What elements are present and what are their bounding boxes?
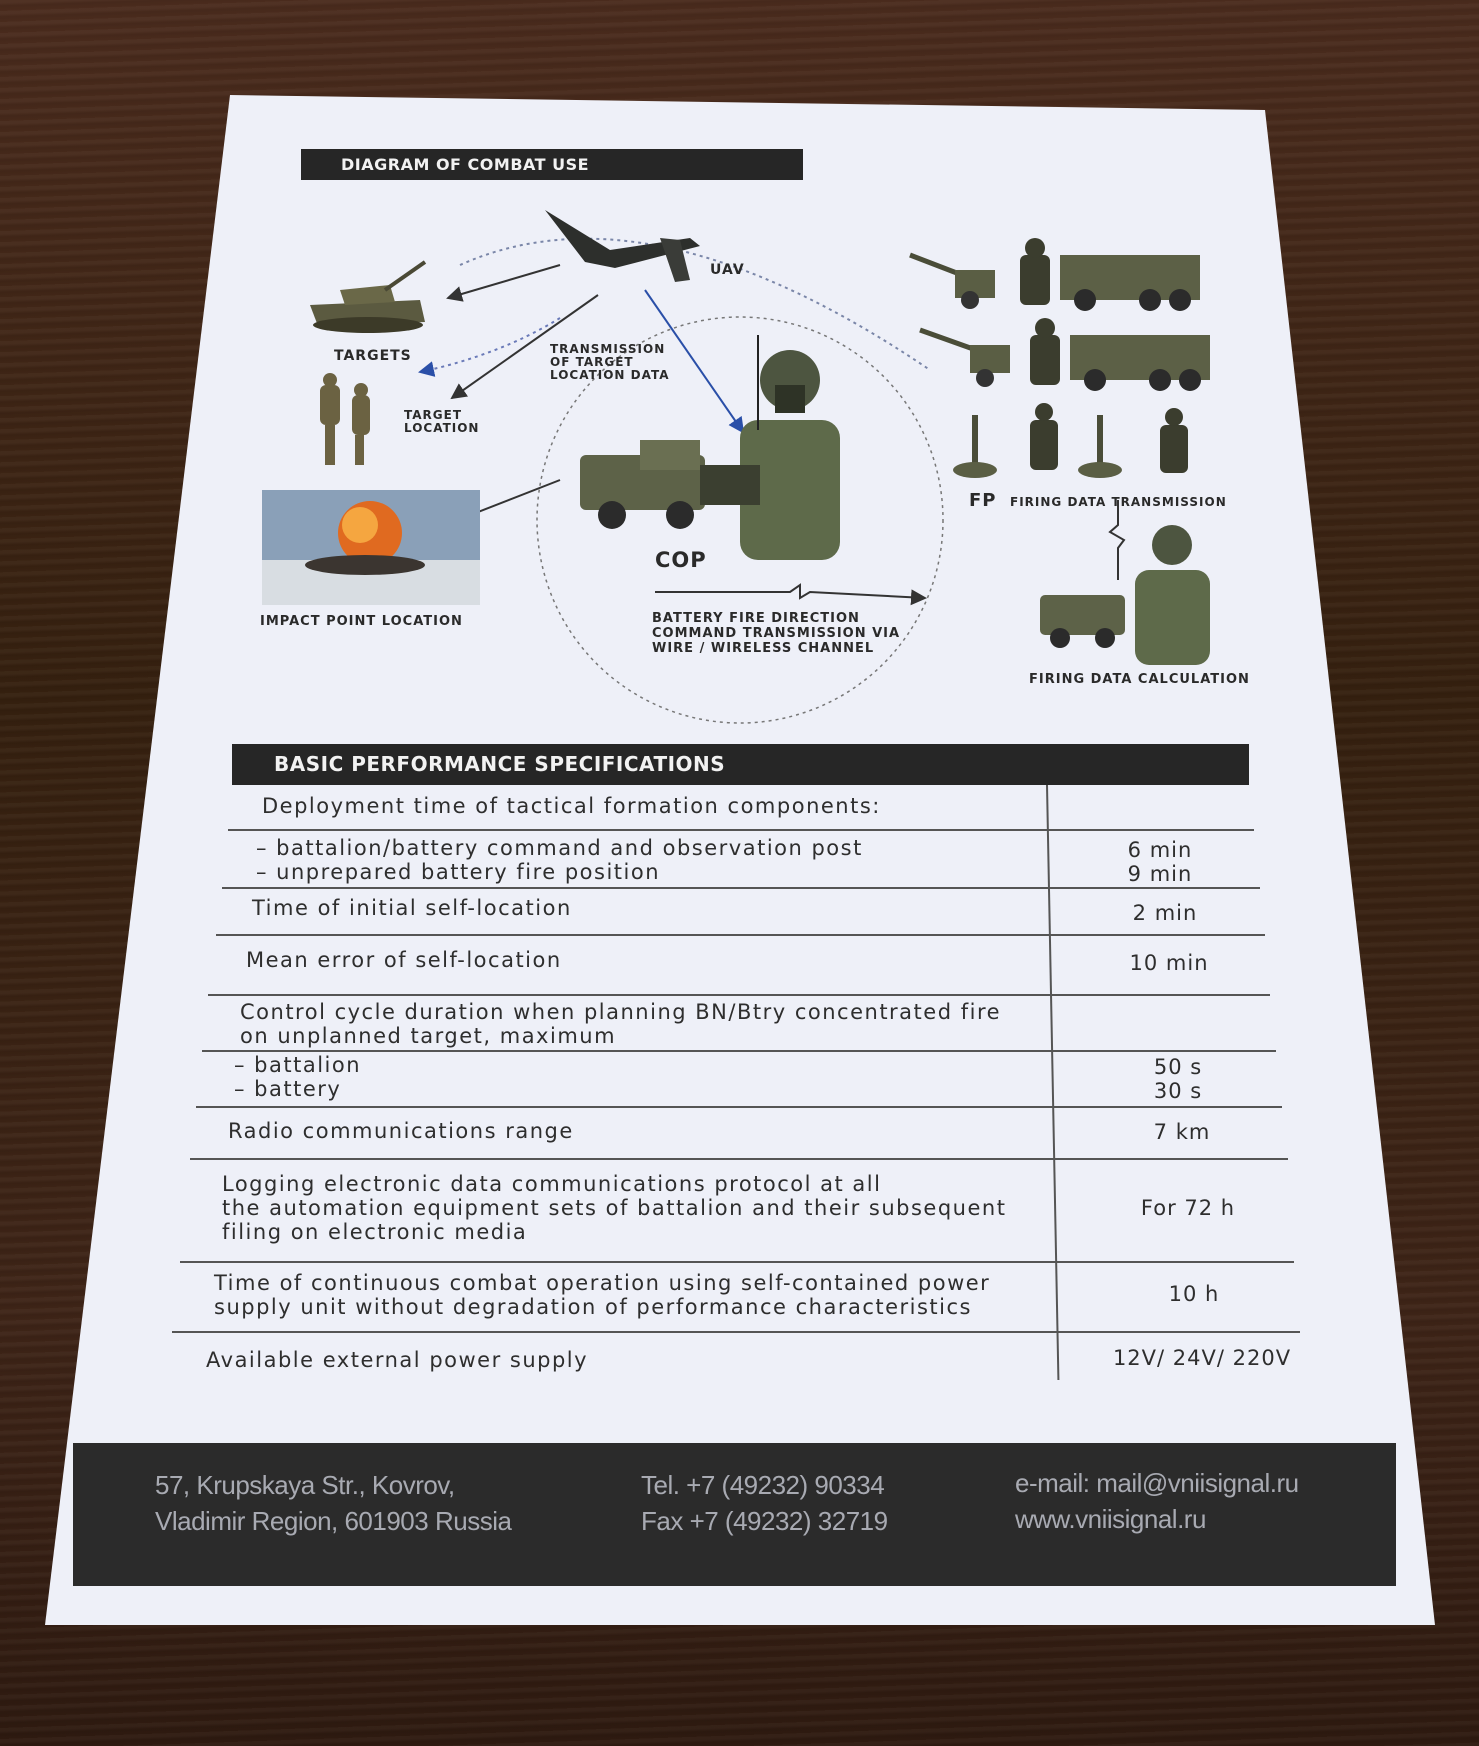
contact-footer	[73, 1443, 1396, 1586]
row-divider	[172, 1331, 1300, 1333]
spec-row-logging: Logging electronic data communications protocol at all the automation equipment sets of battalion and their subsequent filing on electronic media	[222, 1172, 1007, 1244]
row-divider	[222, 887, 1260, 889]
spec-row-control-cycle: Control cycle duration when planning BN/Btry concentrated fire on unplanned target, maximum	[240, 1000, 1002, 1048]
spec-value-radio-range: 7 km	[1153, 1120, 1211, 1144]
battery-fire-label: BATTERY FIRE DIRECTION COMMAND TRANSMISSION VIA WIRE / WIRELESS CHANNEL	[652, 611, 901, 656]
fp-label: FP	[969, 490, 997, 511]
uav-icon	[545, 210, 700, 282]
footer-phone: Tel. +7 (49232) 90334 Fax +7 (49232) 32719	[641, 1470, 888, 1536]
spec-value-continuous-operation: 10 h	[1168, 1282, 1220, 1306]
row-divider	[196, 1106, 1282, 1108]
firing-transmission-label: FIRING DATA TRANSMISSION	[1010, 495, 1227, 509]
row-divider	[208, 994, 1270, 996]
row-divider	[216, 934, 1265, 936]
footer-address: 57, Krupskaya Str., Kovrov, Vladimir Region, 601903 Russia	[155, 1470, 512, 1536]
spec-value-initial-self-location: 2 min	[1132, 901, 1198, 925]
row-divider	[190, 1158, 1288, 1160]
mortar-row	[953, 403, 1188, 478]
spec-row-continuous-operation: Time of continuous combat operation using self-contained power supply unit without degradation of performance characteristics	[214, 1271, 991, 1319]
fdc-vehicle-icon	[1040, 525, 1210, 665]
enemy-soldiers-icon	[320, 373, 370, 465]
arrow-uav-to-targets	[448, 265, 560, 298]
uav-label: UAV	[710, 262, 745, 278]
spec-value-logging: For 72 h	[1140, 1196, 1236, 1220]
spec-row-mean-error: Mean error of self-location	[246, 948, 562, 972]
firing-calc-label: FIRING DATA CALCULATION	[1029, 672, 1250, 687]
specs-header: BASIC PERFORMANCE SPECIFICATIONS	[232, 744, 1249, 785]
artillery-row-1	[910, 238, 1200, 311]
dotted-arc-left	[420, 318, 560, 372]
tank-icon	[310, 262, 425, 333]
transmission-label: TRANSMISSION OF TARGET LOCATION DATA	[550, 342, 670, 382]
cop-soldier-icon	[700, 335, 840, 560]
targets-label: TARGETS	[334, 348, 412, 364]
spec-row-external-power: Available external power supply	[206, 1348, 589, 1372]
spec-row-radio-range: Radio communications range	[228, 1119, 574, 1143]
spec-value-deployment: 6 min 9 min	[1127, 838, 1193, 886]
spec-value-mean-error: 10 min	[1129, 951, 1209, 975]
row-divider	[202, 1050, 1276, 1052]
impact-label: IMPACT POINT LOCATION	[260, 614, 463, 629]
spec-value-external-power: 12V/ 24V/ 220V	[1112, 1346, 1292, 1370]
spec-row-deployment: Deployment time of tactical formation components:	[262, 794, 881, 818]
spec-row-control-cycle-sub: – battalion – battery	[234, 1053, 362, 1101]
impact-photo	[262, 490, 480, 605]
target-location-label: TARGET LOCATION	[404, 408, 480, 435]
wire-wireless-arrow	[655, 585, 925, 598]
cop-label: COP	[655, 548, 707, 572]
artillery-row-2	[920, 318, 1210, 391]
fp-link-zigzag	[1110, 500, 1124, 580]
spec-value-control-cycle: 50 s 30 s	[1153, 1055, 1203, 1103]
spec-row-deployment-sub: – battalion/battery command and observation post – unprepared battery fire position	[256, 836, 863, 884]
footer-web: e-mail: mail@vniisignal.ru www.vniisignal.ru	[1015, 1468, 1299, 1534]
cop-vehicle-icon	[580, 440, 705, 529]
row-divider	[228, 829, 1254, 831]
row-divider	[180, 1261, 1294, 1263]
dotted-arc-top	[460, 239, 930, 370]
spec-row-initial-self-location: Time of initial self-location	[252, 896, 572, 920]
diagram-header: DIAGRAM OF COMBAT USE	[301, 149, 803, 180]
